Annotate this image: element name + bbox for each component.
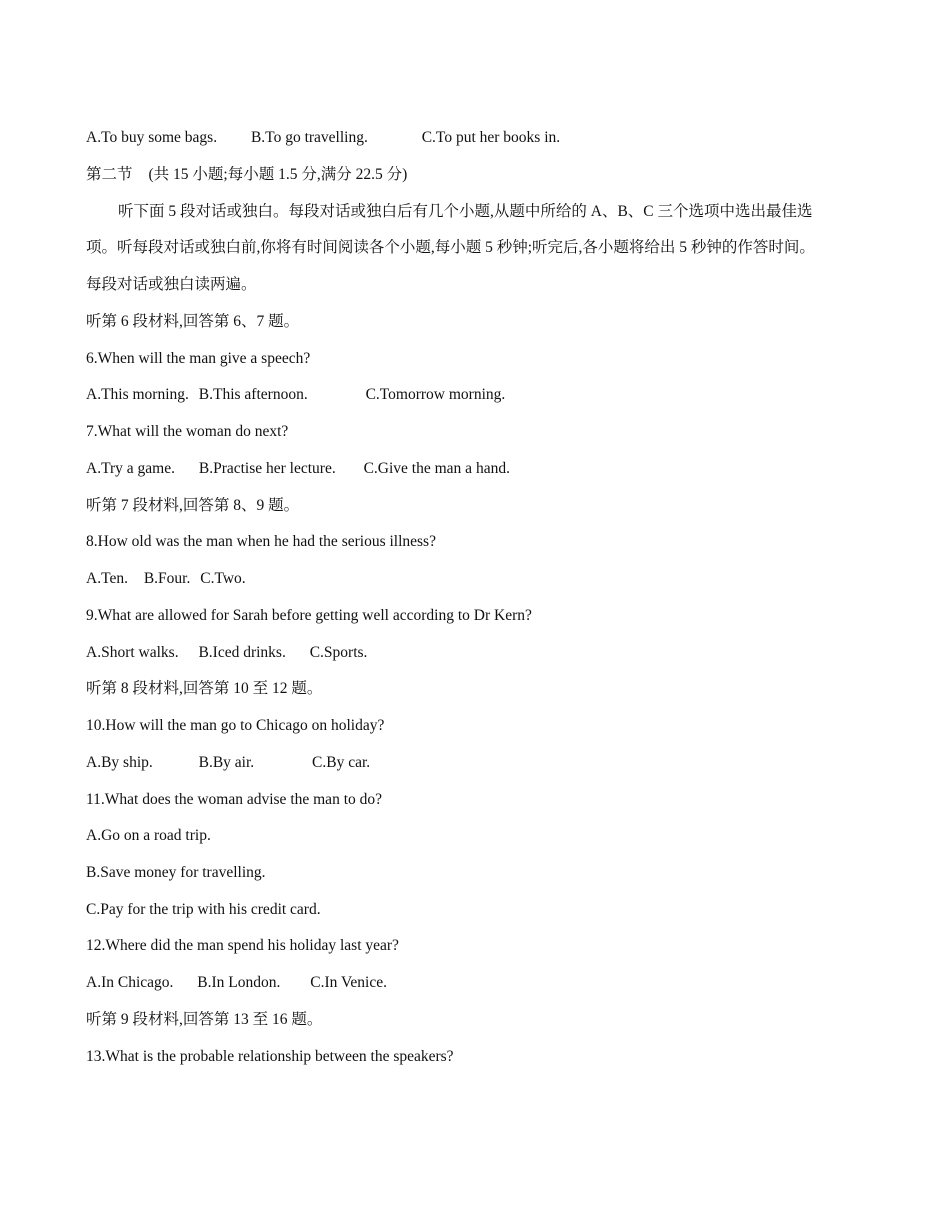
q6-option-c: C.Tomorrow morning. (365, 386, 506, 403)
q7-stem: 7.What will the woman do next? (86, 423, 289, 440)
q6-options (86, 385, 505, 405)
q7-option-c: C.Give the man a hand. (363, 460, 510, 477)
q5-option-a: A.To buy some bags. (86, 129, 218, 146)
q10-option-a: A.By ship. (86, 754, 153, 771)
q8-option-c: C.Two. (200, 570, 246, 587)
q8-stem: 8.How old was the man when he had the serious illness? (86, 533, 436, 550)
q6-option-a: A.This morning. (86, 386, 189, 403)
q5-option-b: B.To go travelling. (250, 129, 368, 146)
q11-stem: 11.What does the woman advise the man to do? (86, 791, 382, 808)
q12-option-a: A.In Chicago. (86, 974, 174, 991)
q8-option-b: B.Four. (143, 570, 191, 587)
q9-option-a: A.Short walks. (86, 644, 179, 661)
group-7-header: 听第 7 段材料,回答第 8、9 题。 (86, 497, 300, 514)
instructions-line-1: 听下面 5 段对话或独白。每段对话或独白后有几个小题,从题中所给的 A、B、C 三个选项中选出最佳选 (118, 203, 813, 220)
q8-option-a: A.Ten. (86, 570, 128, 587)
q6-stem: 6.When will the man give a speech? (86, 350, 311, 367)
q7-options (86, 459, 510, 479)
group-6-header: 听第 6 段材料,回答第 6、7 题。 (86, 313, 300, 330)
q6-option-b: B.This afternoon. (198, 386, 308, 403)
q10-option-b: B.By air. (198, 754, 255, 771)
q7-option-a: A.Try a game. (86, 460, 175, 477)
q10-option-c: C.By car. (312, 754, 371, 771)
q12-option-b: B.In London. (197, 974, 281, 991)
q7-option-b: B.Practise her lecture. (198, 460, 336, 477)
q10-options (86, 753, 370, 773)
q5-options (86, 128, 560, 148)
q9-options (86, 643, 367, 663)
q9-option-c: C.Sports. (309, 644, 368, 661)
q12-option-c: C.In Venice. (310, 974, 388, 991)
section-points: (共 15 小题;每小题 1.5 分,满分 22.5 分) (148, 166, 408, 183)
q9-stem: 9.What are allowed for Sarah before getting well according to Dr Kern? (86, 607, 532, 624)
q10-stem: 10.How will the man go to Chicago on holiday? (86, 717, 385, 734)
section-header (86, 165, 407, 185)
q12-stem: 12.Where did the man spend his holiday last year? (86, 937, 399, 954)
group-8-header: 听第 8 段材料,回答第 10 至 12 题。 (86, 680, 323, 697)
q11-option-c: C.Pay for the trip with his credit card. (86, 901, 321, 918)
section-title: 第二节 (86, 166, 133, 183)
q12-options (86, 973, 387, 993)
q13-stem: 13.What is the probable relationship between the speakers? (86, 1048, 454, 1065)
q11-option-b: B.Save money for travelling. (86, 864, 266, 881)
q11-option-a: A.Go on a road trip. (86, 827, 211, 844)
instructions-line-3: 每段对话或独白读两遍。 (86, 276, 257, 293)
group-9-header: 听第 9 段材料,回答第 13 至 16 题。 (86, 1011, 323, 1028)
q5-option-c: C.To put her books in. (421, 129, 561, 146)
q9-option-b: B.Iced drinks. (198, 644, 286, 661)
instructions-line-2: 项。听每段对话或独白前,你将有时间阅读各个小题,每小题 5 秒钟;听完后,各小题将给出 5 秒钟的作答时间。 (86, 239, 815, 256)
q8-options (86, 569, 246, 589)
